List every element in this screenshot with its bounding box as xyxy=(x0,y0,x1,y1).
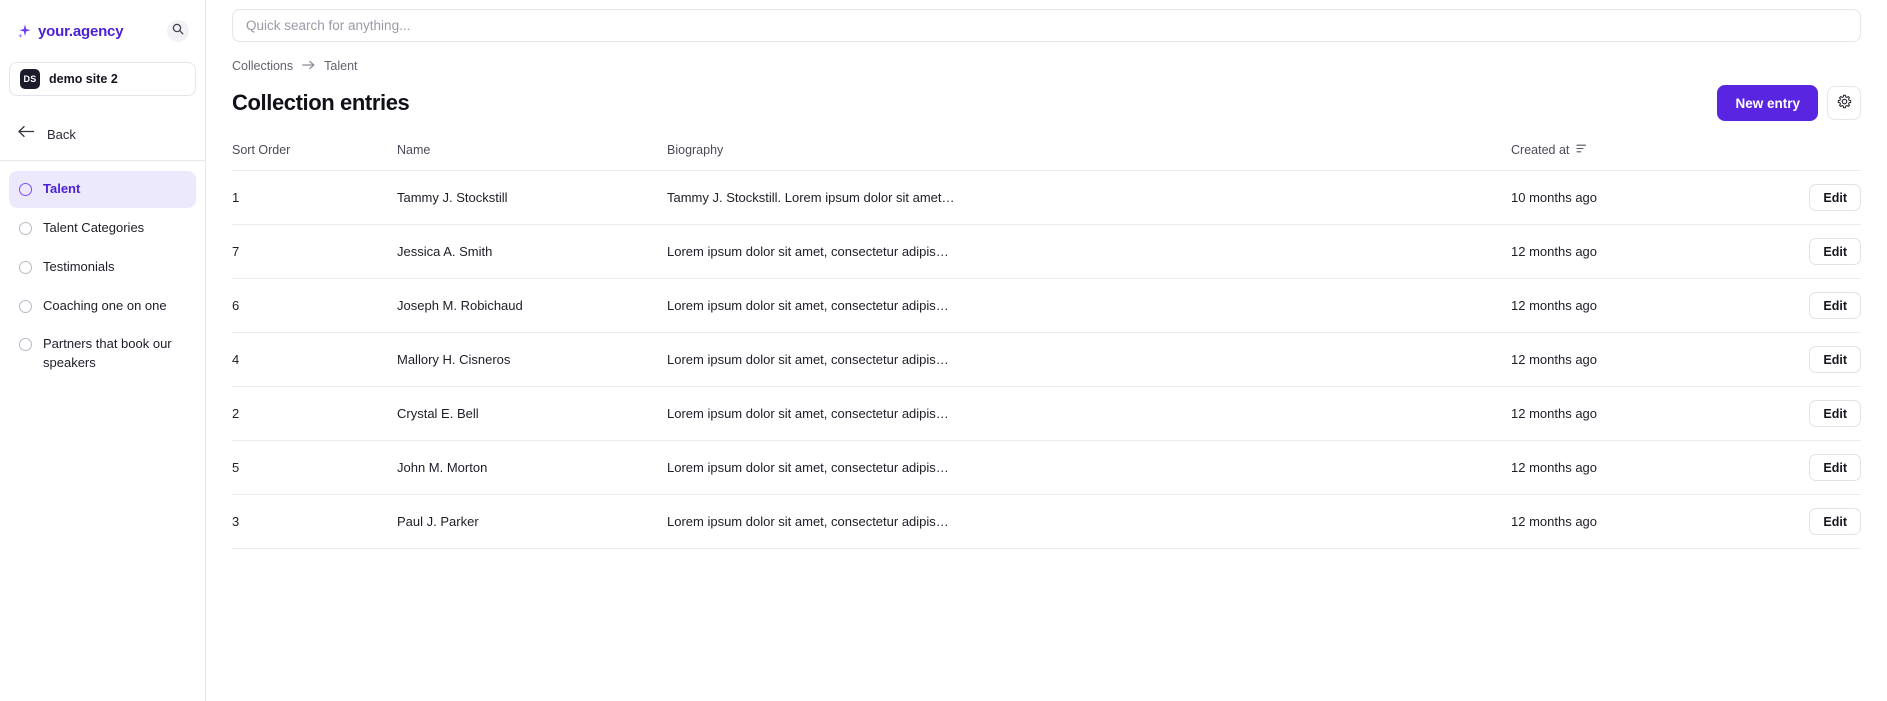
cell-biography: Lorem ipsum dolor sit amet, consectetur adipis… xyxy=(667,333,1511,387)
back-label: Back xyxy=(47,126,76,142)
cell-created-at: 12 months ago xyxy=(1511,495,1741,549)
column-header-name[interactable]: Name xyxy=(397,143,431,157)
edit-button[interactable]: Edit xyxy=(1809,184,1861,211)
column-header-created-at-label: Created at xyxy=(1511,143,1570,157)
table-body xyxy=(232,171,1861,549)
brand-logo[interactable] xyxy=(18,23,123,40)
cell-name: Tammy J. Stockstill xyxy=(397,171,667,225)
edit-button[interactable]: Edit xyxy=(1809,292,1861,319)
cell-biography: Lorem ipsum dolor sit amet, consectetur adipis… xyxy=(667,225,1511,279)
table-row[interactable] xyxy=(232,387,1861,441)
site-switcher[interactable] xyxy=(9,62,196,96)
sidebar-item-label: Testimonials xyxy=(43,258,115,274)
edit-button[interactable]: Edit xyxy=(1809,454,1861,481)
cell-actions xyxy=(1741,387,1861,441)
sidebar-item-label: Talent xyxy=(43,181,81,196)
cell-biography: Lorem ipsum dolor sit amet, consectetur adipis… xyxy=(667,279,1511,333)
table-row[interactable] xyxy=(232,495,1861,549)
sidebar-item-talent-categories[interactable] xyxy=(9,210,196,247)
cell-created-at: 10 months ago xyxy=(1511,171,1741,225)
sidebar-item-talent[interactable] xyxy=(9,171,196,208)
cell-sort-order: 5 xyxy=(232,441,397,495)
cell-biography: Tammy J. Stockstill. Lorem ipsum dolor sit amet… xyxy=(667,171,1511,225)
table-row[interactable] xyxy=(232,225,1861,279)
page-title: Collection entries xyxy=(232,90,410,115)
cell-created-at: 12 months ago xyxy=(1511,225,1741,279)
header-actions xyxy=(1717,85,1861,121)
cell-name: John M. Morton xyxy=(397,441,667,495)
arrow-left-icon xyxy=(18,125,35,143)
breadcrumb-item-talent[interactable]: Talent xyxy=(324,59,358,73)
cell-sort-order: 4 xyxy=(232,333,397,387)
sidebar-item-testimonials[interactable] xyxy=(9,249,196,286)
cell-sort-order: 7 xyxy=(232,225,397,279)
cell-name: Mallory H. Cisneros xyxy=(397,333,667,387)
search-area xyxy=(206,0,1887,42)
circle-icon xyxy=(19,222,32,235)
cell-actions xyxy=(1741,495,1861,549)
table-row[interactable] xyxy=(232,333,1861,387)
edit-button[interactable]: Edit xyxy=(1809,238,1861,265)
sidebar-item-label: Coaching one on one xyxy=(43,297,167,313)
table-header xyxy=(232,143,1861,171)
edit-button[interactable]: Edit xyxy=(1809,508,1861,535)
page-header xyxy=(206,73,1887,121)
sort-icon[interactable] xyxy=(1576,143,1587,157)
cell-name: Crystal E. Bell xyxy=(397,387,667,441)
cell-actions xyxy=(1741,171,1861,225)
table-row[interactable] xyxy=(232,279,1861,333)
cell-biography: Lorem ipsum dolor sit amet, consectetur adipis… xyxy=(667,387,1511,441)
cell-name: Paul J. Parker xyxy=(397,495,667,549)
circle-icon xyxy=(19,261,32,274)
search-input[interactable] xyxy=(246,18,1847,33)
circle-icon xyxy=(19,183,32,196)
sparkle-icon xyxy=(18,24,32,38)
brand-name: your.agency xyxy=(38,22,124,40)
circle-icon xyxy=(19,300,32,313)
edit-button[interactable]: Edit xyxy=(1809,400,1861,427)
entries-table-wrap xyxy=(206,121,1887,549)
sidebar-divider xyxy=(0,160,205,161)
table-row[interactable] xyxy=(232,441,1861,495)
sidebar-item-label: Talent Categories xyxy=(43,219,145,235)
cell-actions xyxy=(1741,225,1861,279)
sidebar-item-coaching-one-on-one[interactable] xyxy=(9,288,196,325)
sidebar-item-partners-that-book-our-speakers[interactable] xyxy=(9,326,196,382)
settings-button[interactable] xyxy=(1827,86,1861,120)
cell-name: Joseph M. Robichaud xyxy=(397,279,667,333)
sidebar-header xyxy=(0,0,205,62)
column-header-created-at[interactable] xyxy=(1511,143,1741,171)
cell-sort-order: 3 xyxy=(232,495,397,549)
cell-biography: Lorem ipsum dolor sit amet, consectetur adipis… xyxy=(667,495,1511,549)
cell-biography: Lorem ipsum dolor sit amet, consectetur adipis… xyxy=(667,441,1511,495)
site-avatar: DS xyxy=(20,69,40,89)
entries-table xyxy=(232,143,1861,549)
quick-search-bar[interactable] xyxy=(232,9,1861,42)
cell-sort-order: 6 xyxy=(232,279,397,333)
breadcrumb-item-collections[interactable]: Collections xyxy=(232,59,294,73)
back-button[interactable] xyxy=(0,108,205,160)
cell-created-at: 12 months ago xyxy=(1511,333,1741,387)
table-row[interactable] xyxy=(232,171,1861,225)
new-entry-button[interactable]: New entry xyxy=(1717,85,1818,121)
main-content xyxy=(206,0,1887,701)
sidebar-search-button[interactable] xyxy=(167,20,189,42)
table-header-row xyxy=(232,143,1861,171)
cell-created-at: 12 months ago xyxy=(1511,387,1741,441)
sidebar xyxy=(0,0,206,701)
cell-actions xyxy=(1741,333,1861,387)
sidebar-nav xyxy=(0,171,205,382)
site-name: demo site 2 xyxy=(49,72,118,86)
circle-icon xyxy=(19,338,32,351)
arrow-right-icon xyxy=(302,59,315,73)
cell-actions xyxy=(1741,279,1861,333)
breadcrumb xyxy=(206,42,1887,73)
column-header-biography[interactable]: Biography xyxy=(667,143,724,157)
cell-actions xyxy=(1741,441,1861,495)
cell-sort-order: 1 xyxy=(232,171,397,225)
sidebar-item-label: Partners that book our speakers xyxy=(43,336,172,371)
cell-created-at: 12 months ago xyxy=(1511,441,1741,495)
column-header-sort-order[interactable]: Sort Order xyxy=(232,143,291,157)
cell-sort-order: 2 xyxy=(232,387,397,441)
cell-created-at: 12 months ago xyxy=(1511,279,1741,333)
cell-name: Jessica A. Smith xyxy=(397,225,667,279)
gear-icon xyxy=(1837,94,1852,112)
column-header-actions xyxy=(1741,143,1861,171)
search-icon xyxy=(172,22,184,40)
edit-button[interactable]: Edit xyxy=(1809,346,1861,373)
